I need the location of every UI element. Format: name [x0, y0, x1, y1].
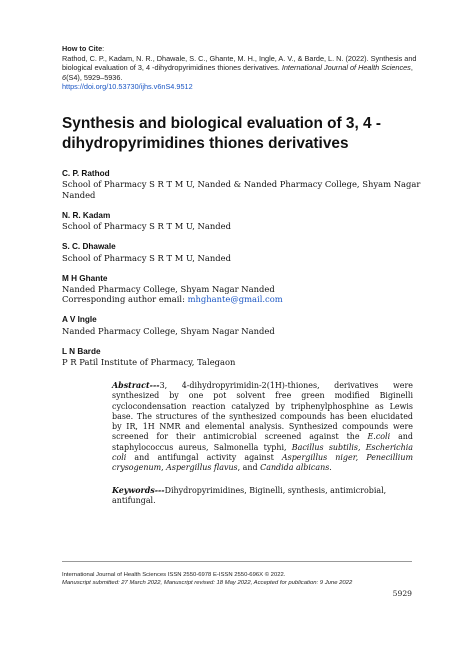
keywords-text: Dihydropyrimidines, Biginelli, synthesis, antimicrobial, antifungal.	[112, 486, 387, 506]
abstract-italic: E.coli	[367, 432, 391, 442]
abstract-text: 3, 4-dihydropyrimidin-2(1H)-thiones, derivatives were synthesized by one pot solvent free green modified Biginelli cyclocondensation reaction catalyzed by triphenylphosphine as Lewis base. The structures of the synthesized compounds has been elucidated by IR, 1H NMR and elemental analysis. Synthesized compounds were screened for their antimicrobial screened against the	[112, 381, 413, 442]
author-block	[62, 315, 422, 336]
cite-heading: How to Cite	[62, 44, 103, 53]
email-prefix: Corresponding author email:	[62, 294, 188, 305]
cite-colon: :	[102, 44, 105, 53]
author-name: C. P. Rathod	[62, 169, 110, 178]
keywords-label: Keywords---	[112, 486, 165, 495]
author-block	[62, 274, 422, 305]
author-name: S. C. Dhawale	[62, 242, 116, 252]
cite-journal: International Journal of Health Sciences	[281, 63, 411, 73]
author-affiliation: Nanded Pharmacy College, Shyam Nagar Nanded	[62, 325, 275, 336]
page-footer	[62, 572, 422, 587]
keywords	[112, 486, 413, 507]
author-affiliation: School of Pharmacy S R T M U, Nanded	[62, 252, 231, 263]
author-block	[62, 242, 422, 263]
cite-issue-pages: (S4), 5929–5936.	[66, 72, 123, 82]
abstract-italic: Candida albicans.	[260, 463, 332, 473]
author-affiliation: P R Patil Institute of Pharmacy, Talegaon	[62, 357, 236, 368]
abstract-italic: Bacillus subtilis, Escherichia coli	[112, 442, 414, 463]
cite-authors-year: Rathod, C. P., Kadam, N. R., Dhawale, S. C., Ghante, M. H., Ingle, A. V., & Barde, L. N. (2022). Synthesis and biological evaluation of 3, 4 -dihydropyrimidines thiones derivatives.	[62, 53, 417, 73]
author-affiliation: Nanded Pharmacy College, Shyam Nagar Nanded	[62, 284, 275, 295]
abstract-text: and antifungal activity against	[126, 453, 282, 463]
author-affiliation: School of Pharmacy S R T M U, Nanded	[62, 221, 231, 232]
abstract-text: , and	[237, 463, 261, 473]
abstract-label: Abstract---	[112, 381, 160, 390]
author-name: L N Barde	[62, 346, 101, 356]
how-to-cite	[62, 44, 422, 92]
cite-volume: 6	[62, 72, 67, 82]
author-block	[62, 211, 422, 232]
author-affiliation: School of Pharmacy S R T M U, Nanded & Nanded Pharmacy College, Shyam Nagar Nanded	[62, 179, 421, 200]
author-name: N. R. Kadam	[62, 210, 111, 220]
footer-journal-line: International Journal of Health Sciences ISSN 2550-6978 E-ISSN 2550-696X © 2022.	[62, 572, 286, 578]
author-name: M H Ghante	[62, 273, 108, 283]
corresponding-email-link[interactable]: mhghante@gmail.com	[187, 294, 283, 305]
abstract-italic: Aspergillus niger, Penecillium crysogenum, Aspergillus flavus	[112, 453, 413, 473]
author-block	[62, 169, 422, 200]
paper-title: Synthesis and biological evaluation of 3, 4 -dihydropyrimidines thiones derivatives	[62, 115, 381, 152]
author-block	[62, 347, 422, 368]
author-name: A V Ingle	[62, 315, 97, 325]
author-list	[62, 169, 422, 378]
footer-dates-line: Manuscript submitted: 27 March 2022, Manuscript revised: 18 May 2022, Accepted for publication: 9 June 2022	[62, 579, 353, 586]
abstract-text: and staphylococcus aureus, Salmonella typhi,	[112, 432, 413, 452]
page-number: 5929	[392, 589, 412, 598]
doi-link[interactable]: https://doi.org/10.53730/ijhs.v6nS4.9512	[62, 82, 193, 92]
footer-divider	[62, 561, 412, 562]
cite-volume-sep: ,	[410, 63, 413, 73]
abstract	[112, 381, 413, 474]
